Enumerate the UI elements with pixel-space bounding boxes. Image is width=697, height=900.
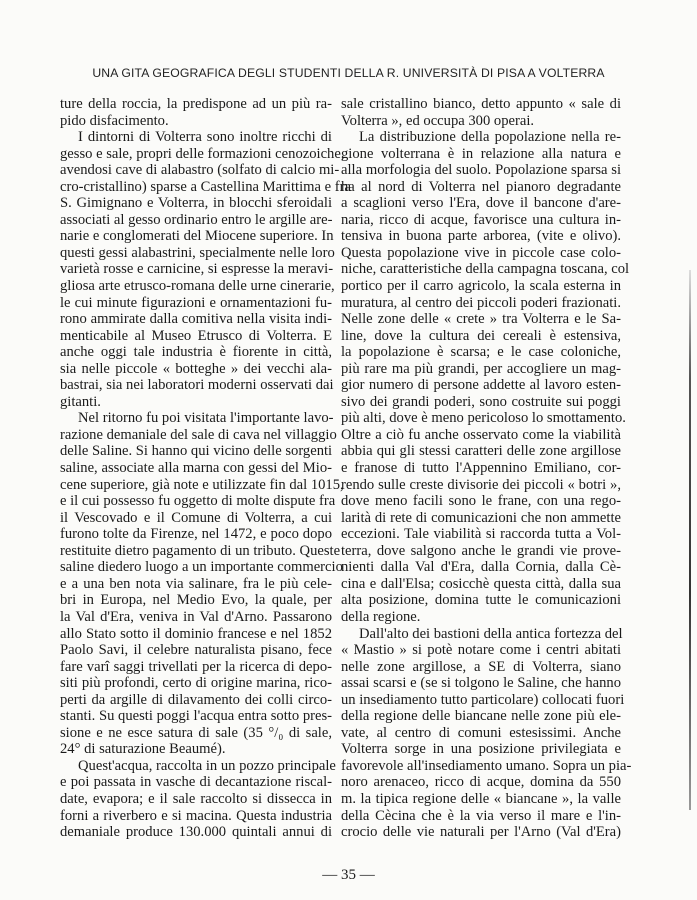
text-line: avendosi cave di alabastro (solfato di calcio mi- bbox=[60, 162, 340, 179]
text-line: varietà rosse e carnicine, si espresse la meravi- bbox=[60, 261, 334, 278]
text-column-left bbox=[60, 96, 351, 841]
text-line: la Val d'Era, veniva in Val d'Arno. Passarono bbox=[60, 608, 332, 625]
text-column-right bbox=[341, 96, 632, 841]
page-number: — 35 — bbox=[322, 867, 375, 883]
text-line: delle Saline. Si hanno qui vicino delle sorgenti bbox=[60, 443, 333, 460]
text-line: ture della roccia, la predispone ad un più ra- bbox=[60, 96, 332, 112]
scan-edge-shadow bbox=[689, 270, 691, 810]
text-line: alla morfologia del suolo. Popolazione sparsa si bbox=[341, 162, 621, 179]
text-line: demaniale produce 130.000 quintali annui di bbox=[60, 824, 332, 841]
text-line: allo Stato sotto il dominio francese e nel 1852 bbox=[60, 625, 332, 642]
text-line: cene superiore, già note e utilizzate fin dal 1015, bbox=[60, 476, 344, 493]
text-line: 24° di saturazione Beaumé). bbox=[60, 741, 226, 758]
text-line: sia nelle piccole « botteghe » dei vecchi ala- bbox=[60, 360, 332, 377]
text-line: tensiva in buona parte arborea, (vite e olivo). bbox=[341, 228, 621, 245]
text-line: le cui minute figurazioni e ornamentazioni fu- bbox=[60, 294, 332, 311]
text-line: anche oggi tale industria è fiorente in città, bbox=[60, 344, 332, 361]
text-line: crocio delle vie naturali per l'Arno (Val d'Era) bbox=[341, 824, 621, 841]
text-line: ha al nord di Volterra nel pianoro degradante bbox=[341, 178, 621, 195]
text-line: cina e dall'Elsa; cosicchè questa città, dalla sua bbox=[341, 575, 621, 592]
text-line: stanti. Su questi poggi l'acqua entra sotto pres- bbox=[60, 708, 332, 725]
text-line: Paolo Savi, il celebre naturalista pisano, fece bbox=[60, 642, 332, 659]
text-line: il Vescovado e il Comune di Volterra, a cui bbox=[60, 509, 332, 526]
text-line: larità di rete di comunicazioni che non ammette bbox=[341, 509, 621, 526]
text-line: menticabile al Museo Etrusco di Volterra. E bbox=[60, 327, 332, 344]
text-line: gitanti. bbox=[60, 393, 101, 410]
text-line: saline, associate alla marna con gessi del Mio- bbox=[60, 460, 332, 477]
text-line: forni a riverbero e si macina. Questa industria bbox=[60, 807, 332, 824]
text-line: pido disfacimento. bbox=[60, 112, 169, 129]
text-line: Quest'acqua, raccolta in un pozzo principale bbox=[78, 757, 336, 774]
text-line: Volterra sorge in una posizione privilegiata e bbox=[341, 741, 621, 758]
text-line: assai scarsi e (se si tolgono le Saline, che hanno bbox=[341, 675, 621, 692]
text-line: noro arenaceo, ricco di acque, domina da 550 bbox=[341, 774, 621, 791]
text-line: a scaglioni verso l'Era, dove il bancone d'are- bbox=[341, 195, 621, 212]
text-line: Nelle zone delle « crete » tra Volterra e le Sa- bbox=[341, 311, 621, 328]
text-line: Volterra », ed occupa 300 operai. bbox=[341, 112, 535, 129]
text-line: un insediamento tutto particolare) collocati fuori bbox=[341, 691, 625, 708]
text-line: della regione delle biancane nelle zone più ele- bbox=[341, 708, 621, 725]
text-line: sione e ne esce satura di sale (35 °/₀ di sale, bbox=[60, 724, 332, 741]
text-line: naria, ricco di acque, favorisce una cultura in- bbox=[341, 211, 621, 228]
text-line: nelle zone argillose, a SE di Volterra, siano bbox=[341, 658, 621, 675]
text-line: più rare ma più grandi, per accogliere un mag- bbox=[341, 360, 621, 377]
text-line: gesso e sale, propri delle formazioni cenozoiche, bbox=[60, 145, 345, 162]
text-line: razione demaniale del sale di cava nel villaggio bbox=[60, 426, 337, 443]
text-line: bri in Europa, nel Medio Evo, la quale, per bbox=[60, 592, 332, 609]
text-line: portico per il carro agricolo, la scala esterna in bbox=[341, 278, 621, 295]
text-line: narie e conglomerati del Miocene superiore. In bbox=[60, 228, 334, 245]
text-line: S. Gimignano e Volterra, in blocchi sferoidali bbox=[60, 195, 332, 212]
text-line: cro-cristallino) sparse a Castellina Marittima e fra bbox=[60, 178, 351, 195]
running-header: UNA GITA GEOGRAFICA DEGLI STUDENTI DELLA R. UNIVERSITÀ DI PISA A VOLTERRA bbox=[92, 66, 605, 80]
text-line: saline diedero luogo a un importante commercio bbox=[60, 559, 343, 576]
text-line: dove meno facili sono le frane, con una rego- bbox=[341, 493, 621, 510]
text-line: restituite dietro pagamento di un tributo. Queste bbox=[60, 542, 341, 559]
text-line: e il cui possesso fu oggetto di molte dispute fra bbox=[60, 493, 336, 510]
text-line: siti più profondi, certo di origine marina, rico- bbox=[60, 675, 332, 692]
text-line: favorevole all'insediamento umano. Sopra un pia- bbox=[341, 757, 632, 774]
text-line: Oltre a ciò fu anche osservato come la viabilità bbox=[341, 426, 621, 443]
text-line: e franose di tutto l'Appennino Emiliano, cor- bbox=[341, 460, 621, 477]
text-line: date, evapora; e il sale raccolto si dissecca in bbox=[60, 790, 332, 807]
text-line: nienti dalla Val d'Era, dalla Cornia, dalla Cè- bbox=[341, 559, 621, 576]
text-line: line, dove la cultura dei cereali è estensiva, bbox=[341, 327, 621, 344]
text-line: gione volterrana è in relazione alla natura e bbox=[341, 145, 621, 162]
text-line: niche, caratteristiche della campagna toscana, col bbox=[341, 261, 630, 278]
text-line: più alti, dove è meno pericoloso lo smottamento. bbox=[341, 410, 626, 427]
text-line: Nel ritorno fu poi visitata l'importante lavo- bbox=[78, 410, 334, 427]
text-line: abbia qui gli stessi caratteri delle zone argillose bbox=[341, 443, 621, 460]
text-line: sale cristallino bianco, detto appunto « sale di bbox=[341, 96, 621, 112]
text-line: bastrai, sia nei laboratori moderni osservati dai bbox=[60, 377, 334, 394]
text-line: e poi passata in vasche di decantazione riscal- bbox=[60, 774, 332, 791]
text-line: rendo sulle creste divisorie dei piccoli « botri », bbox=[341, 476, 621, 493]
text-line: muratura, al centro dei piccoli poderi frazionati. bbox=[341, 294, 621, 311]
text-line: e a una ben nota via salinare, fra le più cele- bbox=[60, 575, 332, 592]
text-line: Questa popolazione vive in piccole case colo- bbox=[341, 244, 621, 261]
text-line: perti da argille di dilavamento dei colli circo- bbox=[60, 691, 332, 708]
text-line: gliosa arte etrusco-romana delle urne cinerarie, bbox=[60, 278, 335, 295]
text-line: fare varî saggi trivellati per la ricerca di depo- bbox=[60, 658, 332, 675]
text-line: associati al gesso ordinario entro le argille are- bbox=[60, 211, 333, 228]
text-line: gior numero di persone addette al lavoro esten- bbox=[341, 377, 621, 394]
text-line: « Mastio » si potè notare come i centri abitati bbox=[341, 642, 621, 659]
text-line: rono ammirate dalla comitiva nella visita indi- bbox=[60, 311, 332, 328]
text-line: Dall'alto dei bastioni della antica fortezza del bbox=[359, 625, 623, 642]
text-line: eccezioni. Tale viabilità si raccorda tutta a Vol- bbox=[341, 526, 621, 543]
text-line: furono tolte da Firenze, nel 1472, e poco dopo bbox=[60, 526, 332, 543]
text-line: questi gessi alabastrini, specialmente nelle loro bbox=[60, 244, 335, 261]
text-line: La distribuzione della popolazione nella re- bbox=[359, 129, 621, 146]
text-line: la popolazione è scarsa; e le case coloniche, bbox=[341, 344, 621, 361]
text-line: terra, dove salgono anche le grandi vie prove- bbox=[341, 542, 621, 559]
text-line: vate, al centro di comuni estesissimi. Anche bbox=[341, 724, 621, 741]
text-line: della Cècina che è la via verso il mare e l'in- bbox=[341, 807, 621, 824]
text-line: sivo dei grandi poderi, sono costruite sui poggi bbox=[341, 393, 621, 410]
text-line: m. la tipica regione delle « biancane », la valle bbox=[341, 790, 621, 807]
text-line: I dintorni di Volterra sono inoltre ricchi di bbox=[78, 129, 332, 146]
text-line: della regione. bbox=[341, 608, 421, 625]
text-line: alta posizione, domina tutte le comunicazioni bbox=[341, 592, 621, 609]
